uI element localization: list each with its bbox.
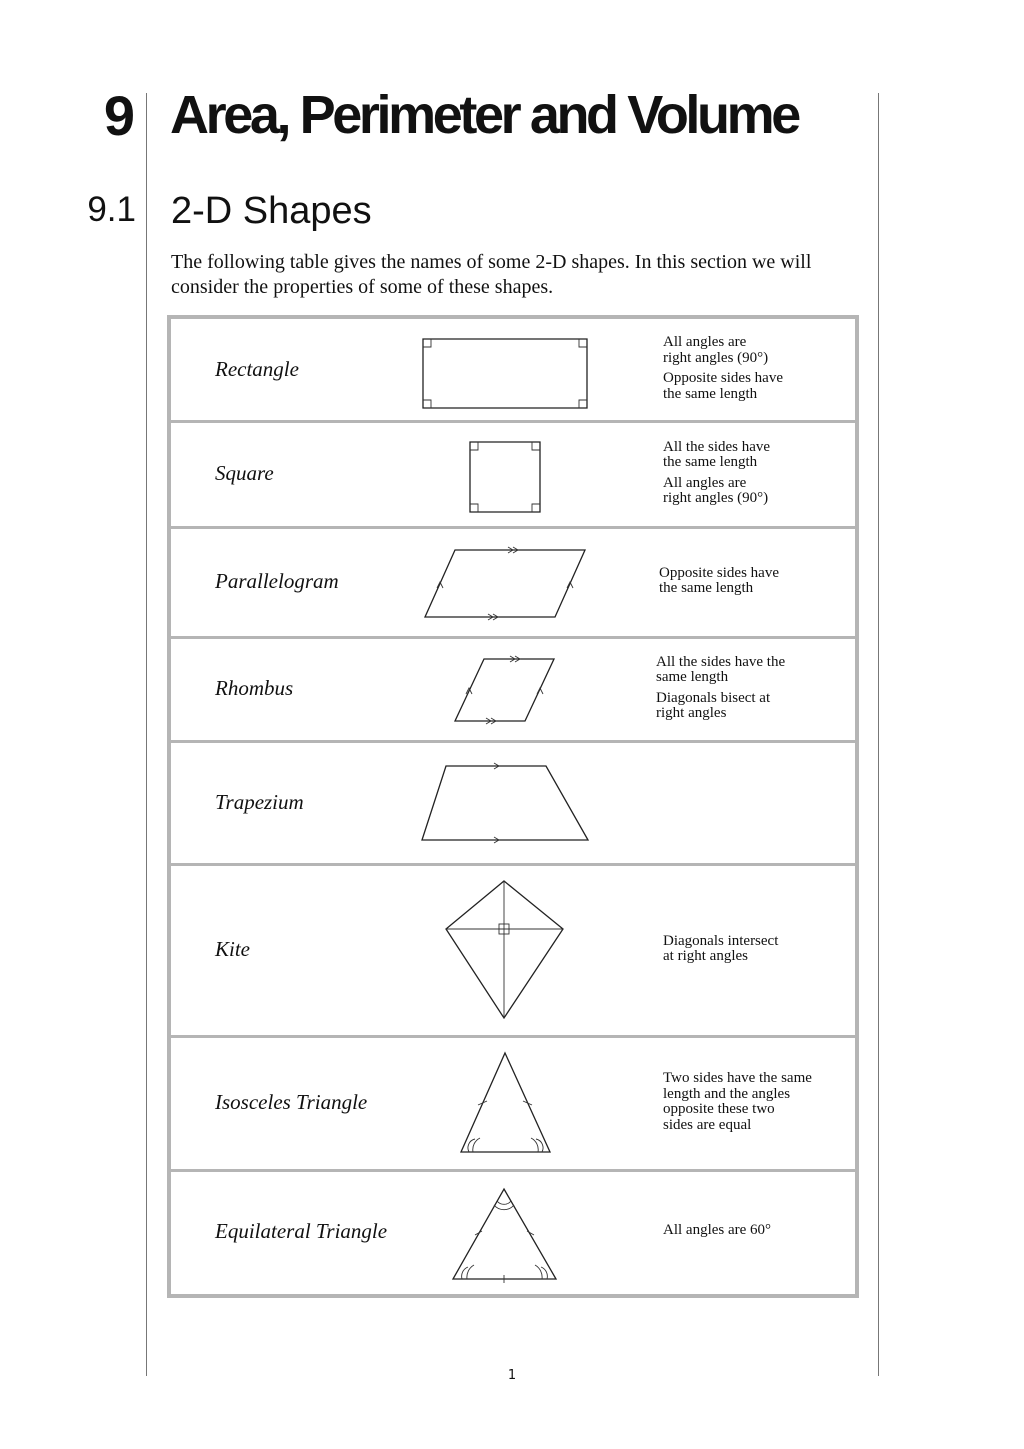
- property-line: All the sides have the: [656, 653, 786, 670]
- margin-rule-right: [878, 93, 879, 1376]
- chapter-title: Area, Perimeter and Volume: [170, 85, 798, 145]
- property: [656, 655, 785, 686]
- property-line: right angles: [656, 705, 727, 721]
- property-line: All angles are 60°: [663, 1221, 772, 1238]
- parallelogram-icon: [425, 550, 585, 617]
- equilateral-triangle-icon: [453, 1189, 556, 1279]
- property-line: the same length: [663, 454, 758, 470]
- property-line: All angles are: [663, 474, 747, 491]
- page-number: 1: [507, 1368, 517, 1383]
- shape-name: Kite: [215, 937, 250, 961]
- shape-name: Isosceles Triangle: [215, 1090, 368, 1114]
- property-line: right angles (90°): [663, 349, 769, 366]
- property: [663, 440, 770, 471]
- shape-row-parallelogram: [171, 528, 855, 638]
- shape-row-trapezium: [171, 742, 855, 865]
- shape-properties: [656, 655, 785, 722]
- property: [663, 1071, 812, 1133]
- property-line: the same length: [663, 385, 758, 402]
- property: [659, 566, 779, 597]
- property: [663, 1223, 771, 1239]
- property: [663, 476, 770, 507]
- rectangle-icon: [423, 339, 587, 408]
- property-line: opposite these two: [663, 1101, 775, 1117]
- shape-name: Equilateral Triangle: [215, 1218, 388, 1243]
- trapezium-icon: [422, 766, 588, 840]
- shape-name: Square: [215, 461, 274, 485]
- property: [663, 371, 783, 402]
- property-line: length and the angles: [663, 1085, 791, 1102]
- shape-properties: [663, 1223, 771, 1239]
- property-line: Two sides have the same: [663, 1070, 812, 1086]
- isosceles-triangle-icon: [461, 1053, 550, 1152]
- square-icon: [470, 442, 540, 512]
- section-number: 9.1: [87, 190, 136, 229]
- property-line: at right angles: [663, 948, 748, 964]
- property-line: Diagonals intersect: [663, 932, 779, 949]
- property-line: Opposite sides have: [663, 370, 783, 386]
- shape-properties: [663, 934, 778, 965]
- shape-properties: [663, 440, 770, 507]
- property-line: All angles are: [663, 334, 747, 350]
- shape-name: Rhombus: [215, 676, 294, 700]
- property-line: right angles (90°): [663, 490, 769, 506]
- margin-rule-left: [146, 93, 147, 1376]
- intro-paragraph: The following table gives the names of some 2-D shapes. In this section we will consider the properties of some of these shapes.: [171, 251, 812, 298]
- property-line: All the sides have: [663, 438, 771, 455]
- shape-properties: [663, 1071, 812, 1133]
- property-line: Opposite sides have: [659, 564, 779, 581]
- shape-name: Trapezium: [215, 789, 304, 814]
- shape-row-rhombus: [171, 638, 855, 742]
- shape-properties: [659, 566, 779, 597]
- shape-name: Rectangle: [215, 356, 299, 381]
- shape-row-equilateral-triangle: [171, 1171, 855, 1294]
- property: [663, 934, 778, 965]
- shape-row-square: [171, 422, 855, 528]
- property: [656, 691, 785, 722]
- shape-row-kite: [171, 865, 855, 1037]
- shape-row-rectangle: [171, 319, 855, 422]
- property-line: Diagonals bisect at: [656, 689, 771, 706]
- property-line: same length: [656, 669, 729, 685]
- shapes-table: [167, 315, 859, 1298]
- property: [663, 335, 783, 366]
- section-title: 2-D Shapes: [171, 190, 372, 232]
- chapter-number: 9: [103, 84, 132, 147]
- property-line: the same length: [659, 580, 754, 596]
- shape-properties: [663, 335, 783, 402]
- rhombus-icon: [455, 659, 554, 721]
- kite-icon: [446, 881, 563, 1018]
- property-line: sides are equal: [663, 1116, 752, 1133]
- shape-row-isosceles-triangle: [171, 1037, 855, 1171]
- shape-name: Parallelogram: [215, 569, 339, 593]
